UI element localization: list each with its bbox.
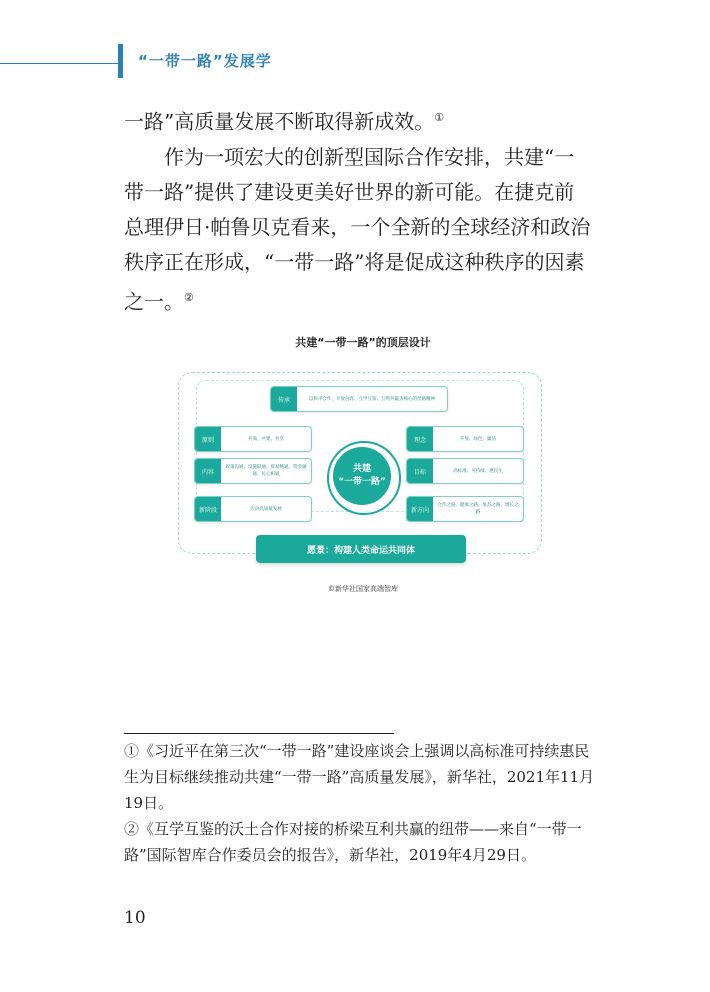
box-text: 开放、绿色、廉洁 xyxy=(460,436,496,442)
center-circle xyxy=(333,447,391,505)
box-text: 迈向高质量发展 xyxy=(250,506,282,512)
box-text: 以和平合作、开放包容、互学互鉴、互利共赢为核心的丝路精神 xyxy=(309,396,435,402)
box-goal xyxy=(406,458,524,484)
header-title: “一带一路”发展学 xyxy=(138,52,272,70)
box-tag: 传承 xyxy=(271,387,297,411)
figure-credit: ©新华社国家高端智库 xyxy=(328,585,398,593)
paragraph-2-text: 作为一项宏大的创新型国际合作安排，共建“一带一路”提供了建设更美好世界的新可能。在捷克前总理伊日·帕鲁贝克看来，一个全新的全球经济和政治秩序正在形成，“一带一路”将是促成这种秩序的因素之一。 xyxy=(124,145,591,314)
header-bar xyxy=(118,44,123,78)
paragraph-1-text: 一路”高质量发展不断取得新成效。 xyxy=(124,109,435,134)
paragraph-1 xyxy=(124,100,594,140)
header-rule-left xyxy=(0,63,118,64)
center-label-line2: “一带一路” xyxy=(338,477,386,487)
box-text: 政策沟通、设施联通、贸易畅通、资金融通、民心相通 xyxy=(225,465,307,477)
box-tag: 原则 xyxy=(195,427,221,451)
center-label-line1: 共建 xyxy=(352,464,371,474)
box-text: 共商、共建、共享 xyxy=(248,436,284,442)
box-concept xyxy=(406,426,524,452)
box-new-direction xyxy=(406,496,524,522)
figure xyxy=(178,330,548,600)
page-number: 10 xyxy=(124,908,146,928)
figure-title: 共建“一带一路”的顶层设计 xyxy=(295,336,431,349)
box-tag: 理念 xyxy=(407,427,433,451)
box-tag: 新方向 xyxy=(407,497,433,521)
box-content xyxy=(194,458,312,484)
footnote-ref-2[interactable]: ② xyxy=(184,291,194,304)
box-inheritance xyxy=(270,386,448,412)
box-text: 高标准、可持续、惠民生 xyxy=(453,468,503,474)
paragraph-2 xyxy=(124,140,594,320)
vision-banner: 愿景：构建人类命运共同体 xyxy=(256,535,466,563)
box-tag: 目标 xyxy=(407,459,433,483)
box-tag: 新阶段 xyxy=(195,497,221,521)
box-text: 合作之路、健康之路、复苏之路、增长之路 xyxy=(437,503,519,515)
box-new-stage xyxy=(194,496,312,522)
box-principle xyxy=(194,426,312,452)
footnote-1: ①《习近平在第三次“一带一路”建设座谈会上强调以高标准可持续惠民生为目标继续推动共建“一带一路”高质量发展》，新华社，2021年11月19日。 xyxy=(124,742,595,812)
footnote-ref-1[interactable]: ① xyxy=(434,111,445,124)
footnotes xyxy=(124,738,599,868)
footnote-rule xyxy=(124,733,394,734)
footnote-2: ②《互学互鉴的沃土合作对接的桥梁互利共赢的纽带——来自“一带一路”国际智库合作委员会的报告》，新华社，2019年4月29日。 xyxy=(124,820,582,864)
box-tag: 内容 xyxy=(195,459,221,483)
